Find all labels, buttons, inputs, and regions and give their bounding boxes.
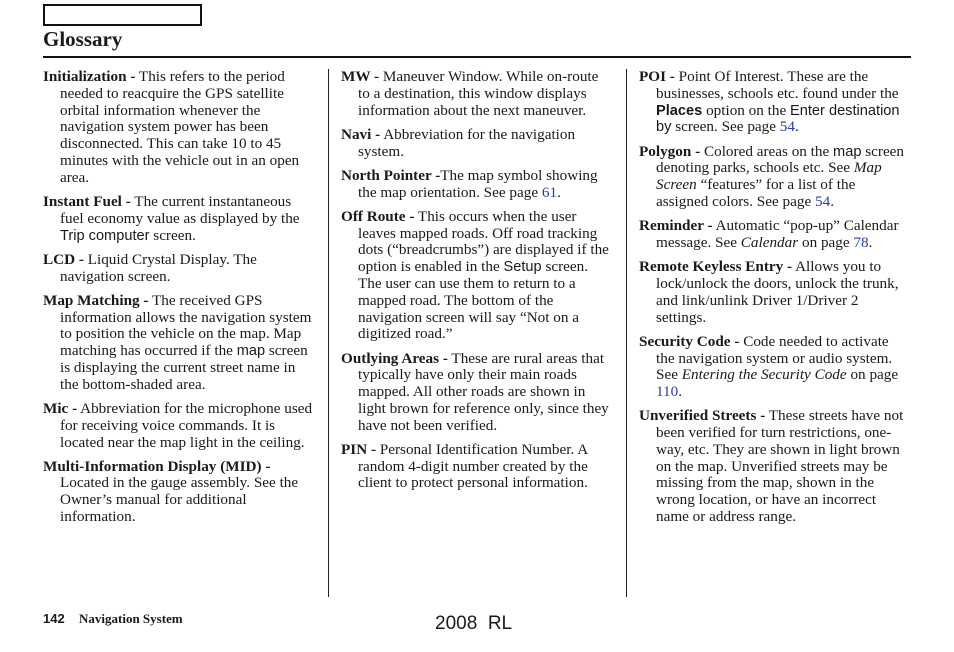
glossary-term: MW - (341, 68, 380, 85)
page-link[interactable]: 110 (656, 383, 679, 401)
page-number: 142 (43, 611, 65, 626)
glossary-definition: “features” for a list of the assigned colors. See page (656, 176, 856, 210)
glossary-entry-reminder (639, 218, 911, 252)
glossary-entry-polygon (639, 144, 911, 211)
glossary-definition: screen denoting parks, schools etc. See (656, 142, 905, 177)
page-link[interactable]: 61 (541, 183, 558, 201)
glossary-entry-lcd (43, 252, 315, 286)
glossary-definition: The map symbol showing the map orientation. See page (358, 166, 598, 201)
cross-reference: Map Screen (656, 159, 882, 194)
glossary-definition: screen. See page (671, 118, 780, 136)
glossary-definition: Liquid Crystal Display. The navigation screen. (60, 250, 257, 285)
cross-reference: Calendar (740, 233, 799, 251)
glossary-definition: . (557, 183, 561, 201)
glossary-term: Map Matching - (43, 291, 149, 309)
glossary-entry-navi (341, 127, 611, 161)
glossary-entry-north-pointer (341, 168, 611, 202)
glossary-term: Off Route - (341, 207, 415, 225)
glossary-term: Multi-Information Display (MID) - (43, 457, 271, 475)
glossary-entry-initialization (43, 69, 315, 187)
ui-option-name: Places (656, 102, 703, 119)
ui-screen-name: map (236, 343, 266, 360)
glossary-entry-mic (43, 401, 315, 451)
glossary-entry-outlying-areas (341, 351, 611, 435)
glossary-definition: These streets have not been verified for turn restrictions, one-way, etc. They are shown in light brown on the map. Unverified streets may be missing from the map, shown in the wrong location, or have an incorrect name or address range. (656, 407, 904, 526)
glossary-entry-poi (639, 69, 911, 136)
glossary-definition: These are rural areas that typically have only their main roads mapped. All other roads are shown in light brown for reference only, since they have not been verified. (358, 349, 609, 434)
title-rule (43, 56, 911, 58)
glossary-entry-map-matching (43, 293, 315, 394)
glossary-definition: Allows you to lock/unlock the doors, unlock the trunk, and link/unlink Driver 1/Driver 2 settings. (656, 258, 899, 326)
glossary-definition: Maneuver Window. While on-route to a destination, this window displays information about the next maneuver. (358, 68, 599, 119)
page-title: Glossary (43, 27, 123, 51)
glossary-entry-off-route (341, 209, 611, 343)
glossary-column-1 (43, 69, 315, 533)
glossary-definition: The received GPS information allows the navigation system to position the vehicle on the map. Map matching has occurred if the (60, 291, 312, 360)
glossary-definition: Located in the gauge assembly. See the Owner’s manual for additional information. (60, 474, 299, 526)
glossary-term: LCD - (43, 250, 84, 268)
ui-screen-name: map (833, 143, 862, 160)
glossary-definition: Abbreviation for the navigation system. (358, 125, 576, 160)
glossary-column-2 (341, 69, 611, 500)
model-text: 2008 RL (435, 613, 513, 634)
glossary-definition: Colored areas on the (700, 142, 834, 160)
glossary-term: Instant Fuel - (43, 192, 131, 210)
page-link[interactable]: 54 (815, 192, 831, 210)
glossary-term: Polygon - (639, 142, 701, 160)
glossary-definition: Personal Identification Number. A random 4-digit number created by the client to protect personal information. (358, 440, 588, 492)
glossary-definition: screen is displaying the current street name in the bottom-shaded area. (60, 342, 308, 393)
glossary-term: Outlying Areas - (341, 349, 448, 367)
glossary-term: Remote Keyless Entry - (639, 258, 793, 276)
glossary-term: North Pointer - (341, 166, 441, 184)
glossary-definition: on page (798, 233, 854, 251)
glossary-definition: Point Of Interest. These are the businesses, schools etc. found under the (656, 68, 899, 102)
glossary-definition: screen. (149, 226, 196, 244)
page-link[interactable]: 54 (779, 118, 795, 136)
glossary-entry-mw (341, 69, 611, 119)
glossary-definition: option on the (702, 101, 791, 119)
glossary-entry-remote-keyless-entry (639, 259, 911, 326)
cross-reference: Entering the Security Code (681, 366, 847, 384)
glossary-term: Unverified Streets - (639, 407, 766, 425)
glossary-entry-unverified-streets (639, 408, 911, 526)
glossary-definition: . (830, 192, 834, 210)
header-tab-box (43, 4, 202, 26)
glossary-definition: Automatic “pop-up” Calendar message. See (656, 217, 899, 251)
glossary-term: Mic - (43, 399, 78, 417)
ui-screen-name: Enter destination by (656, 102, 900, 136)
column-divider (626, 69, 627, 597)
glossary-definition: This refers to the period needed to reacquire the GPS satellite orbital information whenever the navigation system power has been disconnected. This can take 10 to 45 minutes with the vehicle out in an open area. (60, 68, 300, 186)
glossary-definition: This occurs when the user leaves mapped roads. Off road tracking dots (“breadcrumbs”) are displayed if the option is enabled in the (358, 207, 609, 276)
glossary-definition: The current instantaneous fuel economy value as displayed by the (60, 192, 300, 227)
glossary-entry-mid (43, 459, 315, 526)
glossary-entry-pin (341, 442, 611, 492)
glossary-term: Reminder - (639, 217, 713, 235)
glossary-definition: Code needed to activate the navigation system or audio system. See (656, 332, 893, 384)
ui-screen-name: Trip computer (60, 227, 150, 244)
glossary-term: Initialization - (43, 68, 136, 85)
glossary-definition: screen. The user can use them to return to a mapped road. The bottom of the navigation screen will say “Not on a digitized road.” (358, 258, 589, 343)
glossary-term: Security Code - (639, 332, 740, 350)
page-link[interactable]: 78 (853, 233, 869, 251)
glossary-term: PIN - (341, 440, 377, 458)
glossary-definition: . (868, 233, 873, 251)
glossary-entry-security-code (639, 334, 911, 401)
column-divider (328, 69, 329, 597)
footer-model-label (435, 613, 512, 635)
glossary-definition: . (794, 118, 799, 136)
glossary-definition: Abbreviation for the microphone used for receiving voice commands. It is located near the map light in the ceiling. (60, 399, 313, 451)
glossary-term: Navi - (341, 125, 381, 143)
glossary-definition: . (678, 383, 683, 401)
glossary-entry-instant-fuel (43, 194, 315, 244)
glossary-definition: on page (846, 366, 899, 384)
ui-screen-name: Setup (503, 259, 542, 276)
footer-section-label: Navigation System (79, 611, 183, 626)
glossary-term: POI - (639, 68, 675, 85)
glossary-column-3 (639, 69, 911, 533)
